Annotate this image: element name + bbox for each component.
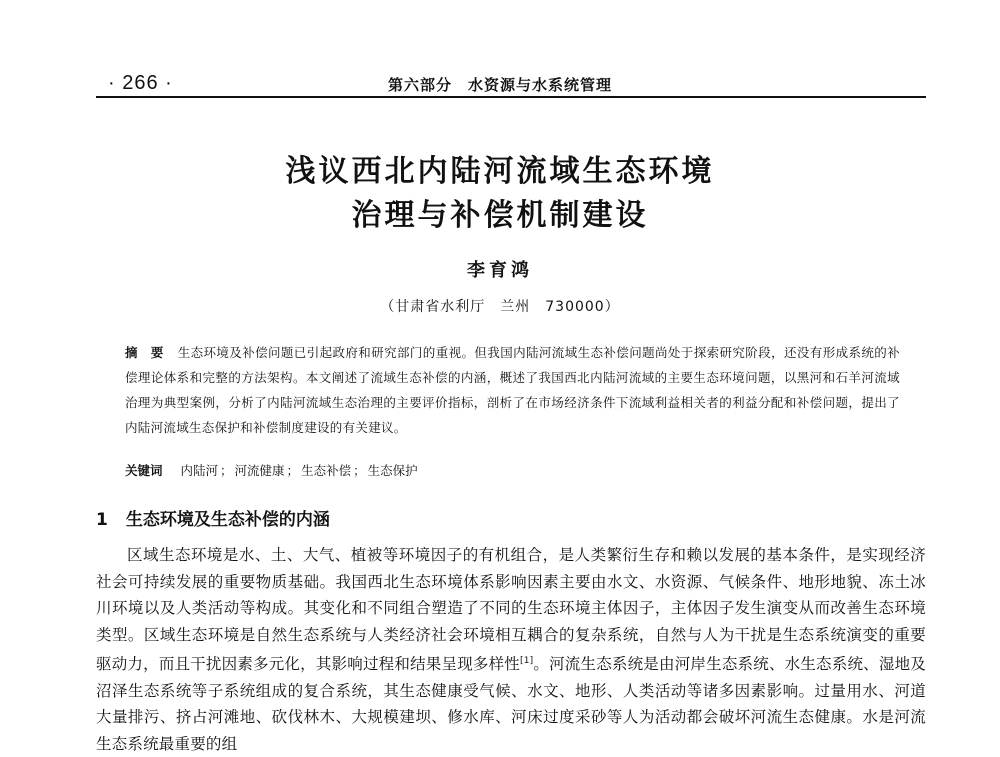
paper-title-line-1: 浅议西北内陆河流域生态环境 [285,154,715,189]
keywords-label: 关键词 [125,463,163,478]
section-number: 1 [96,510,108,530]
abstract-text: 生态环境及补偿问题已引起政府和研究部门的重视。但我国内陆河流域生态补偿问题尚处于探索研究阶段，还没有形成系统的补偿理论体系和完整的方法架构。本文阐述了流域生态补偿的内涵，概述了我国西北内陆河流域的主要生态环境问题，以黑河和石羊河流域治理为典型案例，分析了内陆河流域生态治理的主要评价指标，剖析了在市场经济条件下流域利益相关者的利益分配和补偿问题，提出了内陆河流域生态保护和补偿制度建设的有关建议。 [125,345,900,435]
citation-ref: [1] [520,656,534,666]
section-heading [96,505,330,530]
body-text-part-2: 。河流生态系统是由河岸生态系统、水生态系统、湿地及沼泽生态系统等子系统组成的复合系统，其生态健康受气候、水文、地形、人类活动等诸多因素影响。过量用水、河道大量排污、挤占河滩地、砍伐林木、大规模建坝、修水库、河床过度采砂等人为活动都会破坏河流生态健康。水是河流生态系统最重要的组 [96,655,926,753]
page-number: · 266 · [108,72,173,94]
running-head: 第六部分 水资源与水系统管理 [388,76,613,94]
body-paragraph [96,542,926,757]
body-text-part-1: 区域生态环境是水、土、大气、植被等环境因子的有机组合，是人类繁衍生存和赖以发展的基本条件，是实现经济社会可持续发展的重要物质基础。我国西北生态环境体系影响因素主要由水文、水资源、气候条件、地形地貌、冻土冰川环境以及人类活动等构成。其变化和不同组合塑造了不同的生态环境主体因子，主体因子发生演变从而改善生态环境类型。区域生态环境是自然生态系统与人类经济社会环境相互耦合的复杂系统，自然与人为干扰是生态系统演变的重要驱动力，而且干扰因素多元化，其影响过程和结果呈现多样性 [96,546,926,674]
paper-title-line-2: 治理与补偿机制建设 [351,198,649,233]
keyword-separator: ； [286,463,300,478]
keyword: 生态补偿 [301,463,352,478]
keyword: 河流健康 [234,463,285,478]
author-name: 李育鸿 [467,260,533,281]
page-header [96,70,926,98]
section-title: 生态环境及生态补偿的内涵 [125,510,330,530]
abstract [125,340,900,440]
keyword-separator: ； [353,463,366,478]
keyword-separator: ； [220,463,233,478]
abstract-label: 摘 要 [125,345,164,360]
keyword: 内陆河 [180,463,219,478]
author-affiliation: （甘肃省水利厅 兰州 730000） [380,299,620,315]
keywords [125,461,900,481]
keyword: 生态保护 [367,463,418,478]
